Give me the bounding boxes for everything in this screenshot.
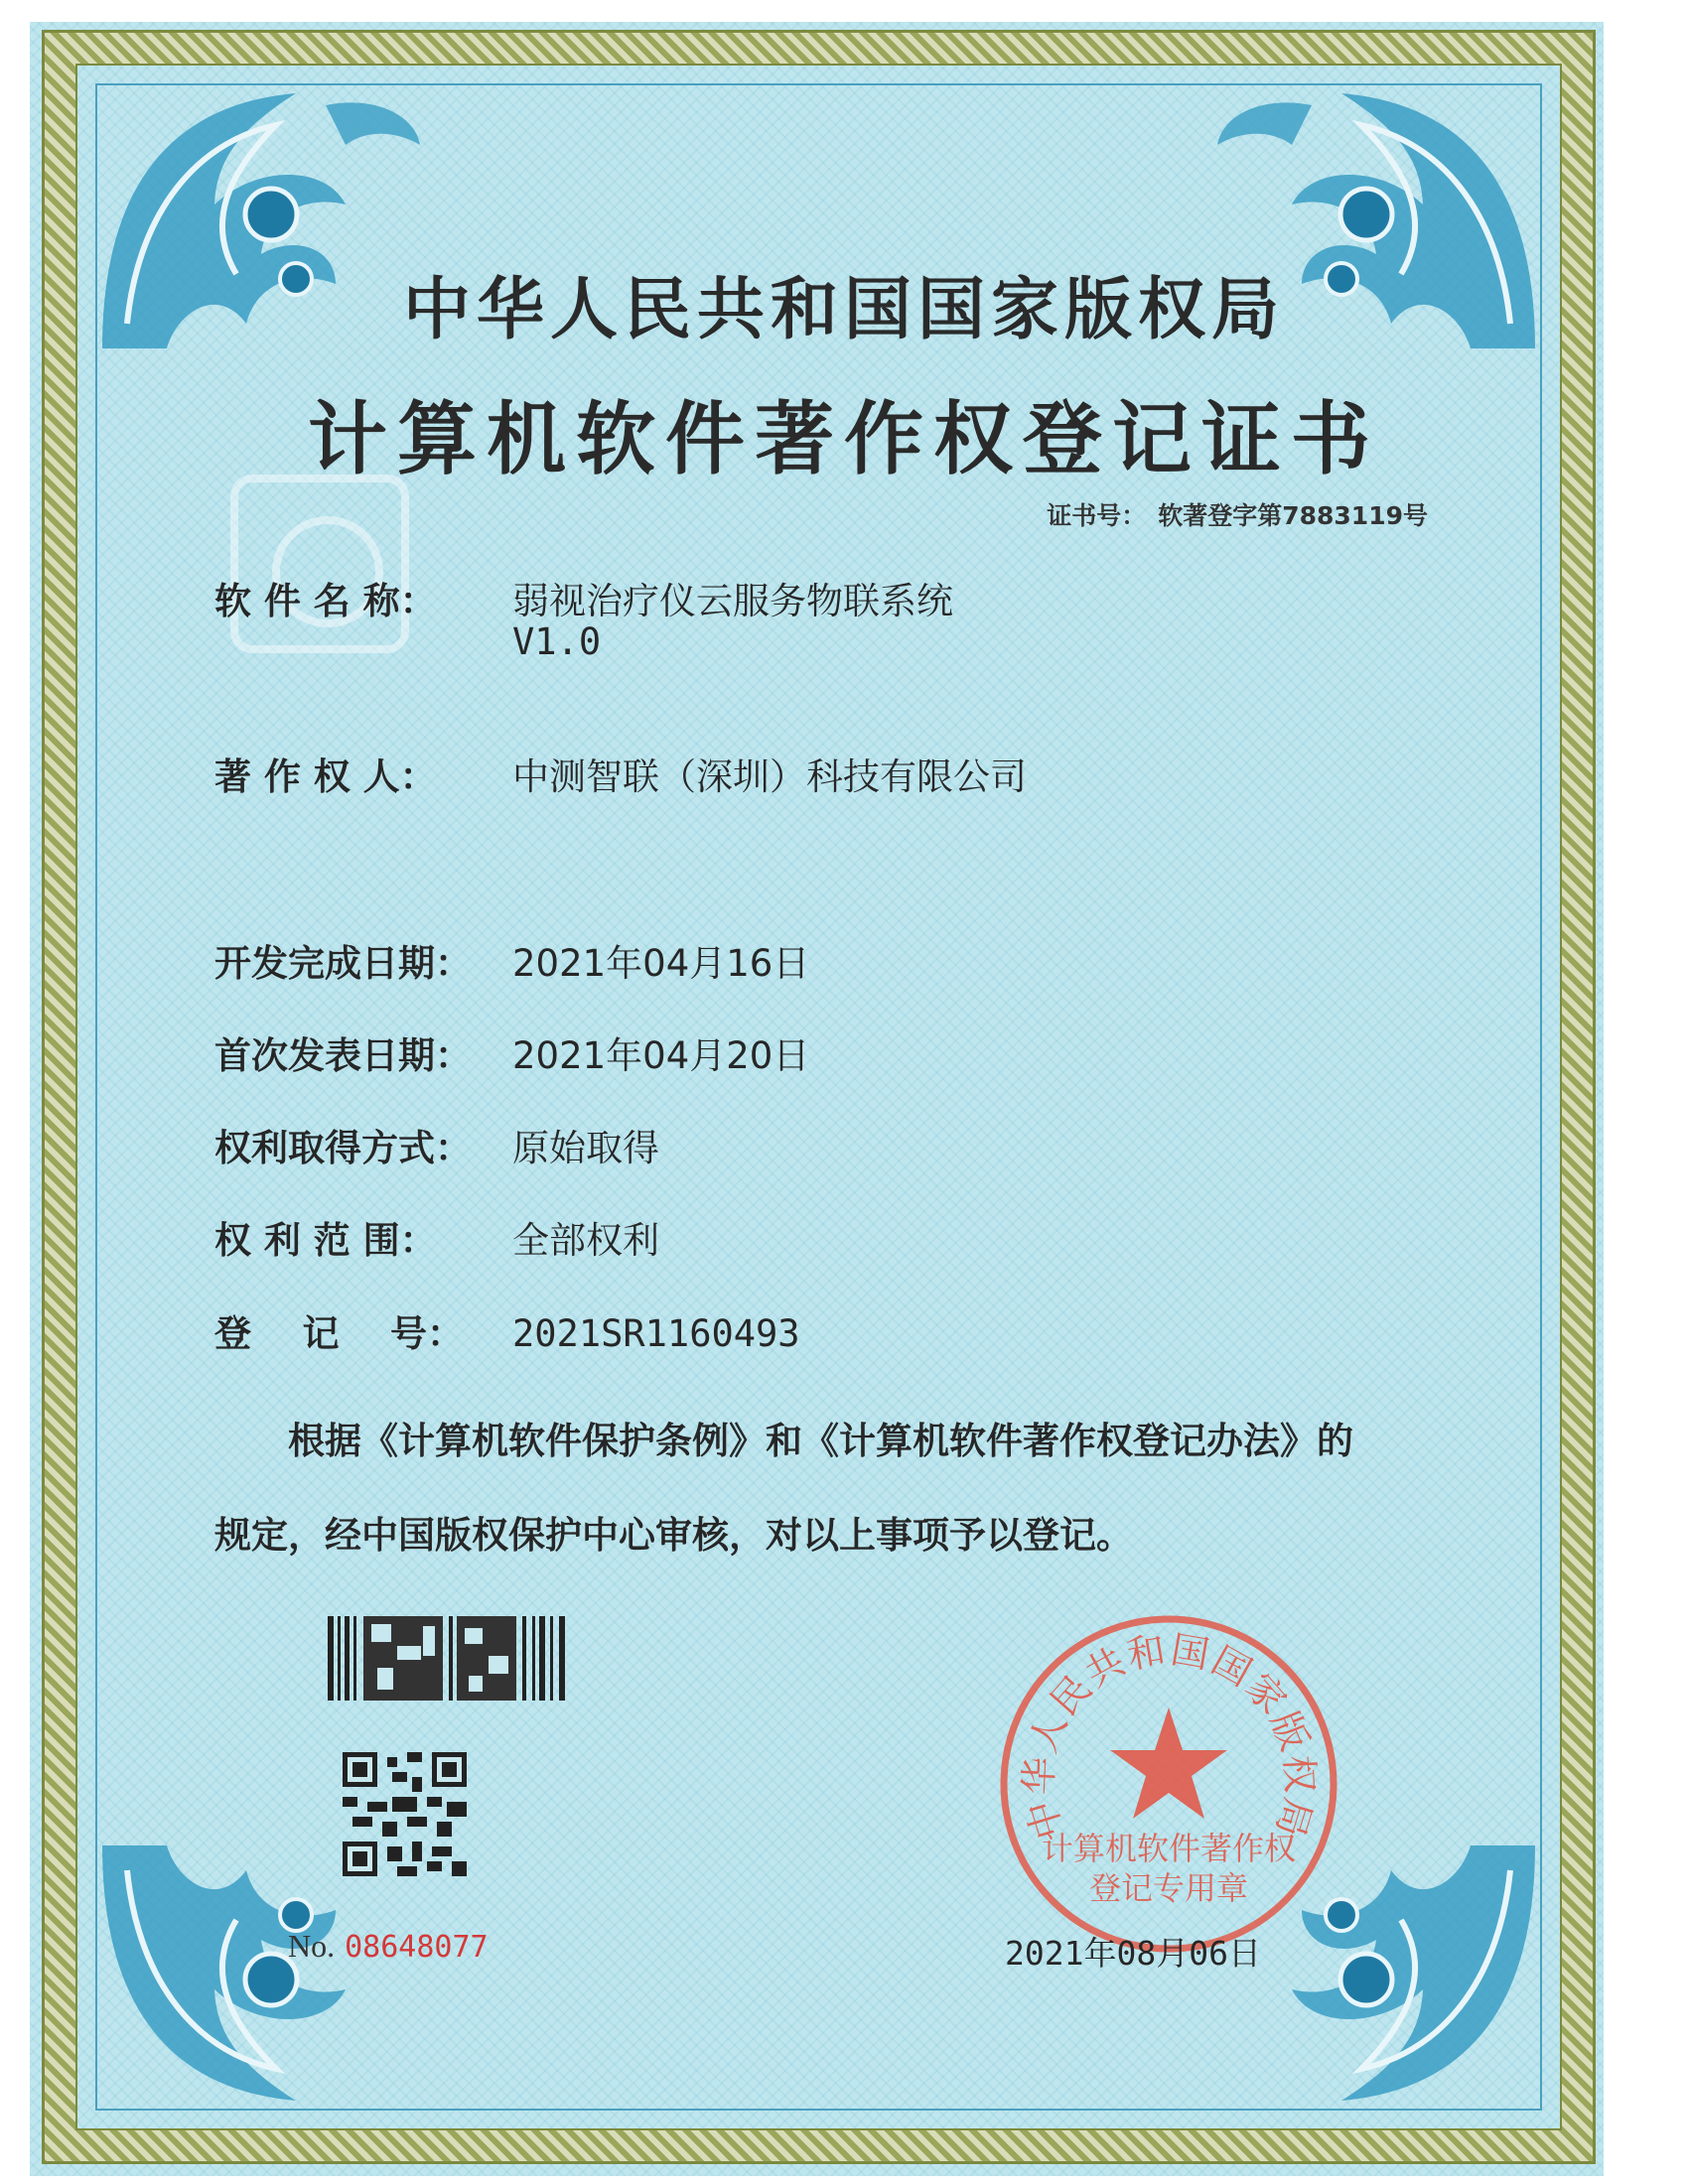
pub-date-value: 2021年04月20日	[512, 1034, 810, 1077]
acquire-method-label: 权利取得方式：	[214, 1127, 472, 1169]
seal-ring-text: 中华人民共和国国家版权局	[1016, 1627, 1323, 1844]
issuing-authority: 中华人民共和国国家版权局	[402, 270, 1285, 349]
software-name-row	[214, 571, 953, 624]
barcode	[328, 1616, 571, 1701]
registration-number-label: 登 记 号：	[214, 1312, 465, 1355]
seal-star-icon	[1110, 1707, 1227, 1819]
qr-code	[343, 1752, 467, 1876]
statement-line-2: 规定，经中国版权保护中心审核，对以上事项予以登记。	[214, 1514, 1133, 1557]
software-name-label: 软 件 名 称：	[214, 580, 437, 622]
acquire-method-value: 原始取得	[512, 1127, 659, 1169]
dev-date-value: 2021年04月16日	[512, 942, 810, 985]
rights-scope-row	[214, 1210, 659, 1264]
certificate-number-label: 证书号：	[1047, 501, 1147, 530]
serial-prefix: No.	[288, 1928, 336, 1964]
owner-label: 著 作 权 人：	[214, 755, 437, 798]
seal-line-1: 计算机软件著作权	[1041, 1830, 1297, 1867]
watermark-emblem	[230, 475, 409, 653]
serial-number	[288, 1928, 489, 1965]
certificate-title: 计算机软件著作权登记证书	[308, 392, 1380, 485]
rights-scope-value: 全部权利	[512, 1219, 659, 1262]
serial-number-value: 08648077	[345, 1930, 489, 1965]
registration-number-value: 2021SR1160493	[512, 1312, 800, 1355]
corner-ornament-bottom-left	[97, 1841, 425, 2109]
dev-date-row	[214, 933, 809, 987]
certificate-number-value: 软著登字第7883119号	[1158, 501, 1428, 530]
official-seal	[998, 1613, 1340, 1956]
acquire-method-row	[214, 1118, 659, 1171]
pub-date-label: 首次发表日期：	[214, 1034, 472, 1077]
owner-value: 中测智联（深圳）科技有限公司	[512, 755, 1027, 798]
certificate-number	[1035, 496, 1428, 532]
statement-line-1: 根据《计算机软件保护条例》和《计算机软件著作权登记办法》的	[288, 1420, 1353, 1462]
seal-line-2: 登记专用章	[1088, 1869, 1249, 1907]
pub-date-row	[214, 1025, 809, 1079]
software-name-value: 弱视治疗仪云服务物联系统	[512, 580, 953, 622]
registration-number-row	[214, 1303, 800, 1357]
software-version: V1.0	[512, 620, 602, 663]
dev-date-label: 开发完成日期：	[214, 942, 472, 985]
rights-scope-label: 权 利 范 围：	[214, 1219, 437, 1262]
owner-row	[214, 747, 1027, 800]
issue-date: 2021年08月06日	[1005, 1934, 1261, 1973]
